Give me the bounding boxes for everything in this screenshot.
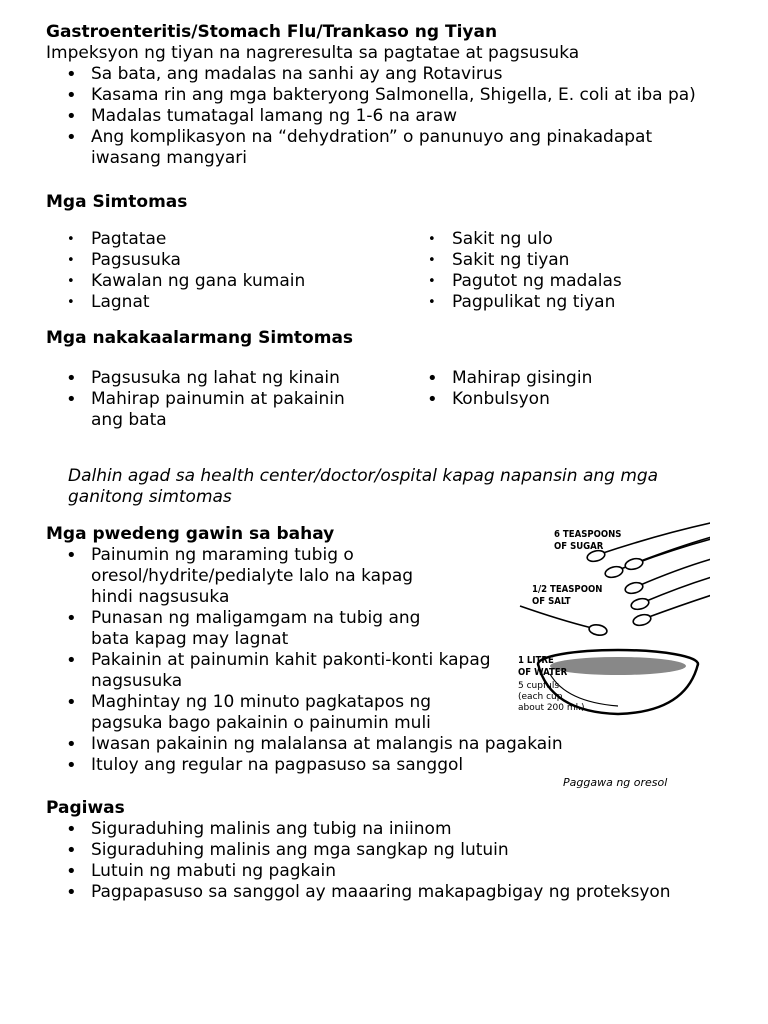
list-item: • Pagpulikat ng tiyan bbox=[407, 292, 747, 313]
prevention-heading: Pagiwas bbox=[46, 798, 125, 818]
list-item: • Siguraduhing malinis ang tubig na iniinom bbox=[46, 819, 746, 840]
spoon-icon bbox=[630, 576, 710, 611]
list-item: • Iwasan pakainin ng malalansa at malangis na pagakain bbox=[46, 734, 691, 755]
list-item: • Ang komplikasyon na “dehydration” o panunuyo ang pinakadapat iwasang mangyari bbox=[46, 127, 691, 169]
list-item: • Kawalan ng gana kumain bbox=[46, 271, 406, 292]
water-label-line-2: OF WATER bbox=[518, 667, 568, 678]
intro-list bbox=[46, 64, 746, 169]
list-item: • Painumin ng maraming tubig o oresol/hydrite/pedialyte lalo na kapag hindi nagsusuka bbox=[46, 545, 451, 608]
list-item: • Konbulsyon bbox=[407, 389, 747, 410]
symptoms-list-left bbox=[46, 229, 406, 313]
salt-label-line-1: 1/2 TEASPOON bbox=[532, 584, 603, 595]
prevention-section bbox=[46, 798, 746, 903]
home-heading: Mga pwedeng gawin sa bahay bbox=[46, 524, 335, 544]
list-item: • Pagsusuka bbox=[46, 250, 406, 271]
symptoms-heading: Mga Simtomas bbox=[46, 192, 188, 212]
prevention-list bbox=[46, 819, 746, 903]
alarming-list-right bbox=[407, 368, 747, 410]
cups-label-line-2: (each cup bbox=[518, 692, 563, 702]
water-label-line-1: 1 LITRE bbox=[518, 655, 554, 666]
page-title: Gastroenteritis/Stomach Flu/Trankaso ng Tiyan bbox=[46, 22, 498, 42]
sugar-label-line-1: 6 TEASPOONS bbox=[554, 529, 622, 540]
list-item: • Pagutot ng madalas bbox=[407, 271, 747, 292]
spoon-icon bbox=[604, 538, 710, 579]
list-item: • Pagtatae bbox=[46, 229, 406, 250]
spoon-icon bbox=[624, 536, 710, 571]
intro-text: Impeksyon ng tiyan na nagreresulta sa pagtatae at pagsusuka bbox=[46, 43, 580, 63]
symptoms-list-right bbox=[407, 229, 747, 313]
alarming-heading: Mga nakakaalarmang Simtomas bbox=[46, 328, 354, 348]
list-item: • Lutuin ng mabuti ng pagkain bbox=[46, 861, 746, 882]
figure-caption: Paggawa ng oresol bbox=[563, 776, 668, 789]
oresol-illustration bbox=[510, 516, 710, 721]
list-item: • Pakainin at painumin kahit pakonti-konti kapag nagsusuka bbox=[46, 650, 501, 692]
list-item: • Sakit ng ulo bbox=[407, 229, 747, 250]
list-item: • Siguraduhing malinis ang mga sangkap ng lutuin bbox=[46, 840, 746, 861]
alarming-note: Dalhin agad sa health center/doctor/ospital kapag napansin ang mga ganitong simtomas bbox=[68, 466, 659, 507]
cups-label-line-3: about 200 ml.) bbox=[518, 703, 585, 713]
list-item: • Mahirap painumin at pakainin ang bata bbox=[46, 389, 366, 431]
sugar-label-line-2: OF SUGAR bbox=[554, 541, 604, 552]
list-item: • Sakit ng tiyan bbox=[407, 250, 747, 271]
list-item: • Kasama rin ang mga bakteryong Salmonella, Shigella, E. coli at iba pa) bbox=[46, 85, 746, 106]
list-item: • Mahirap gisingin bbox=[407, 368, 747, 389]
list-item: • Lagnat bbox=[46, 292, 406, 313]
list-item: • Maghintay ng 10 minuto pagkatapos ng pagsuka bago pakainin o painumin muli bbox=[46, 692, 461, 734]
list-item: • Madalas tumatagal lamang ng 1-6 na araw bbox=[46, 106, 746, 127]
list-item: • Punasan ng maligamgam na tubig ang bata kapag may lagnat bbox=[46, 608, 461, 650]
list-item: • Sa bata, ang madalas na sanhi ay ang Rotavirus bbox=[46, 64, 746, 85]
spoon-icon bbox=[520, 606, 608, 636]
cups-label-line-1: 5 cupfuls bbox=[518, 681, 560, 691]
list-item: • Ituloy ang regular na pagpasuso sa sanggol bbox=[46, 755, 691, 776]
salt-label-line-2: OF SALT bbox=[532, 596, 571, 607]
list-item: • Pagsusuka ng lahat ng kinain bbox=[46, 368, 366, 389]
header-section bbox=[46, 22, 746, 169]
list-item: • Pagpapasuso sa sanggol ay maaaring makapagbigay ng proteksyon bbox=[46, 882, 746, 903]
alarming-list-left bbox=[46, 368, 366, 431]
